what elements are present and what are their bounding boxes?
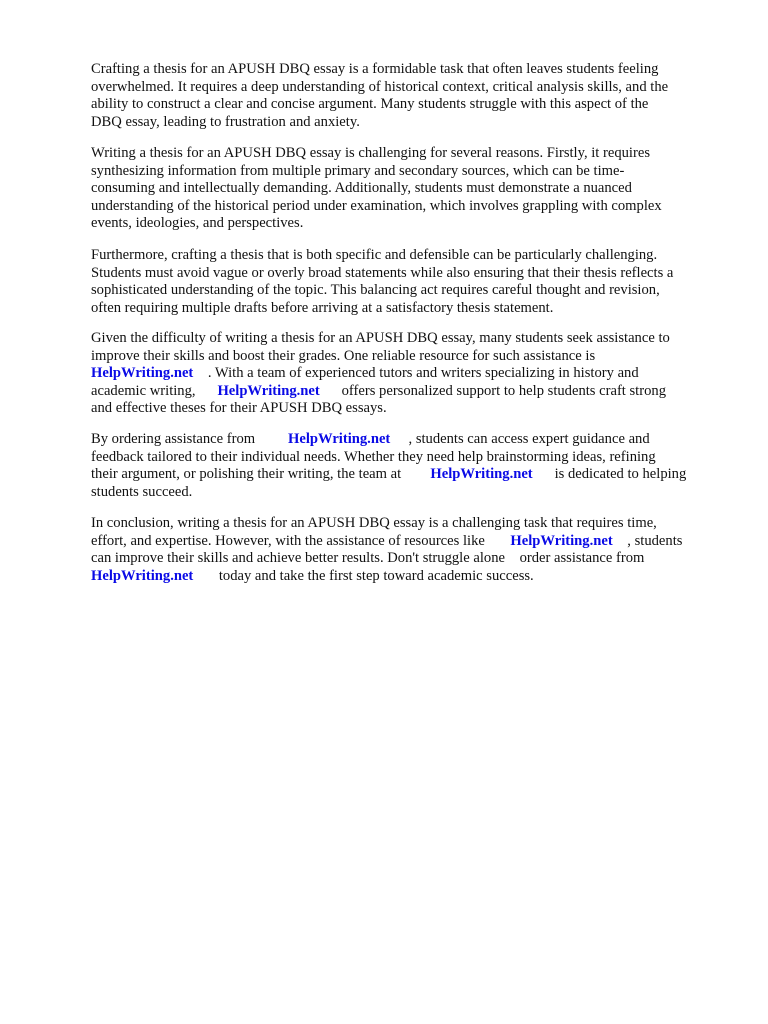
text-line [91, 550, 731, 568]
paragraph-intro [91, 61, 731, 131]
text-line: In conclusion, writing a thesis for an APUSH DBQ essay is a challenging task that requires time, [91, 515, 657, 531]
text-line: Writing a thesis for an APUSH DBQ essay is challenging for several reasons. Firstly, it requires [91, 145, 651, 161]
text-line [91, 431, 731, 449]
text-line: events, ideologies, and perspectives. [91, 215, 304, 231]
text-line: Furthermore, crafting a thesis that is both specific and defensible can be particularly challenging. [91, 247, 658, 263]
helpwriting-link[interactable]: HelpWriting.net [430, 466, 533, 482]
text-line: feedback tailored to their individual needs. Whether they need help brainstorming ideas, refining [91, 448, 656, 465]
helpwriting-link[interactable]: HelpWriting.net [510, 532, 613, 549]
text-line: Given the difficulty of writing a thesis for an APUSH DBQ essay, many students seek assistance to [91, 330, 670, 346]
paragraph-challenges [91, 145, 731, 233]
text-line: students succeed. [91, 483, 193, 500]
paragraph-assistance [91, 330, 731, 418]
text-line [91, 533, 731, 551]
text-line: overwhelmed. It requires a deep understanding of historical context, critical analysis skills, and the [91, 78, 669, 95]
text-fragment: offers personalized support to help students craft strong [341, 382, 666, 399]
text-fragment: can improve their skills and achieve better results. Don't struggle alone [91, 550, 505, 566]
text-fragment: academic writing, [91, 382, 196, 399]
text-line: often requiring multiple drafts before arriving at a satisfactory thesis statement. [91, 299, 554, 316]
text-fragment: their argument, or polishing their writing, the team at [91, 466, 402, 482]
text-line [91, 568, 731, 586]
text-line: sophisticated understanding of the topic. This balancing act requires careful thought and revision, [91, 282, 660, 298]
text-line: understanding of the historical period under examination, which involves grappling with complex [91, 197, 662, 214]
text-fragment: order assistance from [519, 550, 645, 566]
text-line [91, 383, 731, 401]
text-fragment: By ordering assistance from [91, 431, 256, 447]
text-line [91, 466, 731, 484]
paragraph-conclusion [91, 515, 731, 585]
text-line: synthesizing information from multiple primary and secondary sources, which can be time- [91, 162, 625, 179]
text-line: ability to construct a clear and concise argument. Many students struggle with this aspect of the [91, 96, 649, 112]
text-line [91, 365, 731, 383]
text-line: Crafting a thesis for an APUSH DBQ essay is a formidable task that often leaves students feeling [91, 61, 659, 77]
text-line: and effective theses for their APUSH DBQ essays. [91, 400, 387, 416]
text-fragment: , students can access expert guidance and [408, 431, 650, 447]
helpwriting-link[interactable]: HelpWriting.net [91, 365, 194, 381]
text-line: improve their skills and boost their grades. One reliable resource for such assistance is [91, 347, 596, 364]
text-line: Students must avoid vague or overly broad statements while also ensuring that their thesis reflects a [91, 264, 674, 281]
text-line: consuming and intellectually demanding. Additionally, students must demonstrate a nuanced [91, 180, 632, 196]
text-fragment: today and take the first step toward academic success. [218, 567, 534, 584]
text-fragment: effort, and expertise. However, with the assistance of resources like [91, 532, 485, 549]
text-line: DBQ essay, leading to frustration and anxiety. [91, 113, 360, 130]
helpwriting-link[interactable]: HelpWriting.net [217, 382, 320, 399]
helpwriting-link[interactable]: HelpWriting.net [91, 567, 194, 584]
helpwriting-link[interactable]: HelpWriting.net [287, 431, 391, 447]
text-fragment: . With a team of experienced tutors and writers specializing in history and [207, 365, 639, 381]
text-fragment: , students [627, 532, 683, 549]
paragraph-specificity [91, 247, 731, 317]
paragraph-ordering [91, 431, 731, 501]
text-fragment: is dedicated to helping [554, 466, 687, 482]
